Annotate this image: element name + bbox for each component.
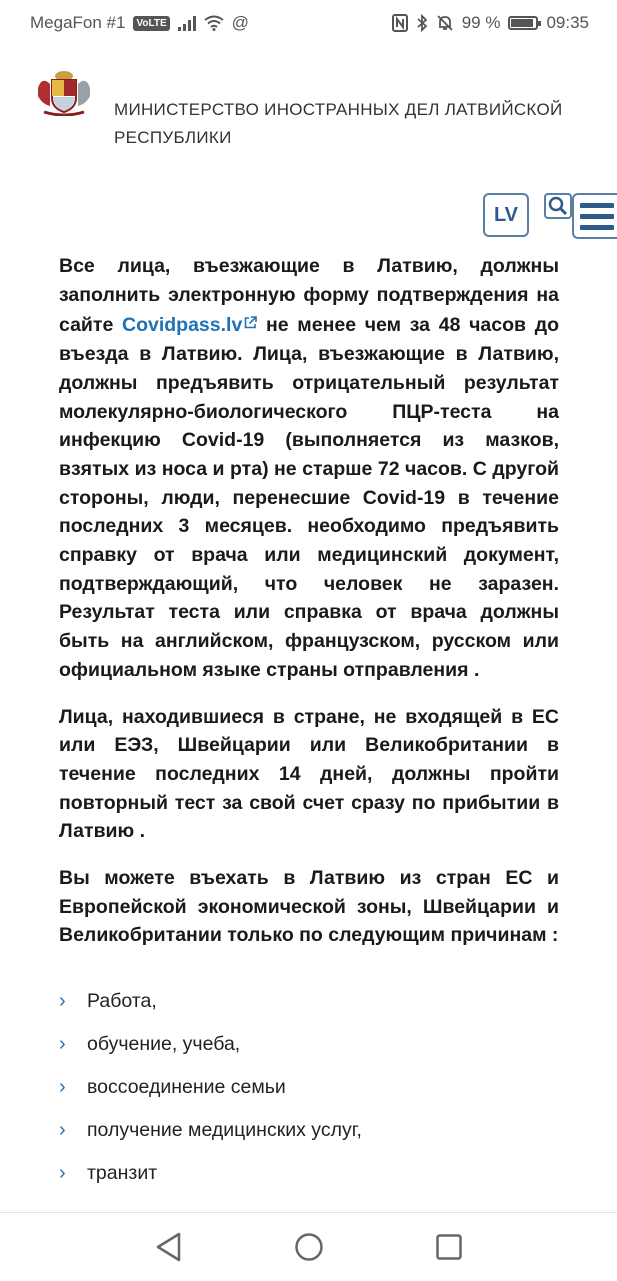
- chevron-right-icon: ›: [59, 990, 66, 1013]
- external-link-icon: [244, 309, 257, 338]
- covidpass-link[interactable]: [122, 314, 257, 336]
- search-icon: [548, 196, 568, 216]
- back-triangle-icon: [155, 1232, 183, 1262]
- list-item: [59, 1023, 559, 1066]
- para1-text-end: не менее чем за 48 часов до въезда в Латвию. Лица, въезжающие в Латвию, должны предъявить отрицательный результат молекулярно-биологического ПЦР-теста на инфекцию Covid-19 (выполняется из мазков, взятых из носа и рта) не старше 72 часов. С другой стороны, люди, перенесшие Covid-19 в течение последних 3 месяцев. необходимо предъявить справку от врача или медицинский документ, подтверждающий, что человек не заразен. Результат теста или справка от врача должны быть на английском, французском, русском или официальном языке страны отправления .: [59, 314, 559, 681]
- home-circle-icon: [294, 1232, 324, 1262]
- carrier-name: MegaFon #1: [30, 13, 126, 32]
- mute-bell-icon: [436, 14, 454, 32]
- list-item: [59, 1066, 559, 1109]
- battery-level: [511, 19, 533, 27]
- at-sign-icon: @: [231, 13, 249, 32]
- chevron-right-icon: ›: [59, 1076, 66, 1099]
- language-button[interactable]: LV: [483, 193, 529, 237]
- search-button[interactable]: [544, 193, 572, 219]
- coat-of-arms-logo[interactable]: [36, 66, 92, 116]
- list-item: [59, 1109, 559, 1152]
- status-right: [392, 13, 589, 33]
- wifi-icon: [204, 15, 224, 31]
- status-bar: [0, 0, 617, 46]
- list-item-label: транзит: [87, 1162, 158, 1185]
- nfc-icon: [392, 14, 408, 32]
- battery-icon: [508, 16, 538, 30]
- system-navigation-bar: [0, 1212, 617, 1281]
- site-header: [0, 62, 617, 192]
- back-button[interactable]: [149, 1227, 189, 1267]
- hamburger-icon-line: [580, 203, 614, 208]
- list-item-label: обучение, учеба,: [87, 1033, 241, 1056]
- list-item-label: получение медицинских услуг,: [87, 1119, 362, 1142]
- list-item: [59, 980, 559, 1023]
- status-left: [30, 13, 249, 33]
- ministry-title[interactable]: МИНИСТЕРСТВО ИНОСТРАННЫХ ДЕЛ ЛАТВИЙСКОЙ РЕСПУБЛИКИ: [114, 100, 563, 147]
- recents-button[interactable]: [429, 1227, 469, 1267]
- recents-square-icon: [435, 1233, 463, 1261]
- chevron-right-icon: ›: [59, 1033, 66, 1056]
- hamburger-icon-line: [580, 214, 614, 219]
- list-item-label: воссоединение семьи: [87, 1076, 286, 1099]
- header-tools: [0, 193, 617, 243]
- hamburger-icon-line: [580, 225, 614, 230]
- list-item-label: Работа,: [87, 990, 157, 1013]
- clock: 09:35: [546, 13, 589, 32]
- covidpass-link-label: Covidpass.lv: [122, 314, 243, 337]
- para1-text-start: Все лица, въезжающие в Латвию, должны заполнить электронную форму подтверждения на сайте: [59, 255, 559, 337]
- home-button[interactable]: [289, 1227, 329, 1267]
- list-item: [59, 1152, 559, 1195]
- reasons-list: [59, 980, 559, 1195]
- battery-percent: 99 %: [461, 13, 501, 32]
- article-content: [59, 252, 559, 1195]
- paragraph-retest: Лица, находившиеся в стране, не входящей в ЕС или ЕЭЗ, Швейцарии или Великобритании в течение последних 14 дней, должны пройти повторный тест за свой счет сразу по прибытии в Латвию .: [59, 705, 559, 843]
- signal-icon: [178, 15, 196, 31]
- chevron-right-icon: ›: [59, 1119, 66, 1142]
- bluetooth-icon: [416, 14, 428, 32]
- chevron-right-icon: ›: [59, 1162, 66, 1185]
- volte-badge: VoLTE: [133, 16, 169, 31]
- paragraph-reasons-intro: Вы можете въехать в Латвию из стран ЕС и Европейской экономической зоны, Швейцарии и Великобритании только по следующим причинам :: [59, 867, 559, 947]
- paragraph-entry-requirements: [59, 252, 559, 685]
- menu-button[interactable]: [572, 193, 617, 239]
